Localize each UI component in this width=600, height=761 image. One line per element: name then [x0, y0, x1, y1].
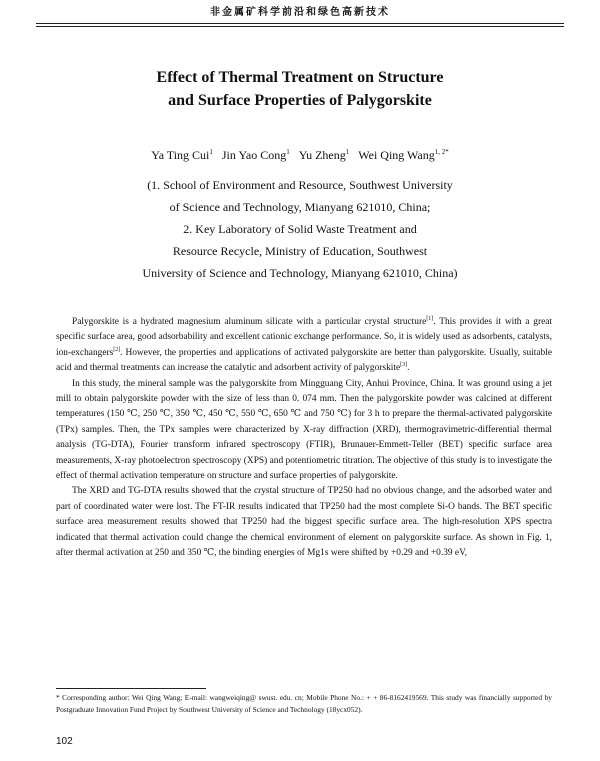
citation-ref: [3] [400, 362, 408, 369]
page-number: 102 [56, 736, 73, 747]
paragraph-3: The XRD and TG-DTA results showed that the crystal structure of TP250 had no obvious change, and the adsorbed water and part of coordinated water were lost. The FT-IR results indicated that TP250 had the most complete Si-O bands. The BET specific surface area measurement results showed that TP250 had the biggest specific surface area. The high-resolution XPS spectra indicated that thermal activation could change the chemical environment of element on palygorskite surface. As shown in Fig. 1, after thermal activation at 250 and 350 ℃, the binding energies of Mg1s were shifted by +0.29 and +0.39 eV, [56, 486, 552, 559]
affiliation-line: (1. School of Environment and Resource, Southwest University [147, 178, 453, 192]
title-line-2: and Surface Properties of Palygorskite [168, 92, 432, 109]
citation-ref: [2] [113, 346, 121, 353]
paragraph-text: . This provides it with a great specific surface area, good adsorbability and excellent cationic exchange performance. So, it is widely used as adsorbents, catalysts, ion-exchangers [56, 317, 552, 358]
affiliation-line: Resource Recycle, Ministry of Education, Southwest [172, 244, 428, 258]
paragraph-text: . [407, 363, 410, 374]
running-header: 非金属矿科学前沿和绿色高新技术 [36, 6, 564, 24]
author-affiliation-mark: 1, 2* [434, 148, 449, 156]
author-list [40, 148, 560, 163]
abstract-body [56, 315, 552, 562]
affiliation-line: of Science and Technology, Mianyang 621010, China; [169, 200, 431, 214]
paragraph-text: Palygorskite is a hydrated magnesium aluminum silicate with a particular crystal structure [72, 317, 427, 327]
author-affiliation-mark: 1 [209, 148, 213, 156]
header-rule [36, 26, 564, 27]
affiliations [40, 174, 560, 284]
paper-title [40, 66, 560, 112]
author-affiliation-mark: 1 [345, 148, 350, 156]
author-affiliation-mark: 1 [286, 148, 290, 156]
paragraph-text: . However, the properties and applications of activated palygorskite are better than palygorskite. Usually, suitable acid and thermal treatments can increase the catalytic and adsorbent activity of palygorskite [56, 347, 552, 374]
paragraph-1 [56, 315, 552, 377]
footnote: * Corresponding author: Wei Qing Wang; E-mail: wangweiqing@ swust. edu. cn; Mobile Phone No.: + + 86-8162419569. This study was financially supported by Postgraduate Innovation Fund Project by Southwest University of Science and Technology (18ycx052). [56, 693, 552, 714]
author-name: Yu Zheng [298, 148, 346, 162]
paragraph-2: In this study, the mineral sample was the palygorskite from Mingguang City, Anhui Province, China. It was ground using a jet mill to obtain palygorskite powder with the size of less than 0. 074 mm. Then the palygorskite powder was calcined at different temperatures (150 ℃, 250 ℃, 350 ℃, 450 ℃, 550 ℃, 650 ℃ and 750 ℃) for 3 h to prepare the thermal-activated palygorskite (TPx) samples. Then, the TPx samples were characterized by X-ray diffraction (XRD), thermogravimetric-differential thermal analysis (TG-DTA), Fourier transform infrared spectroscopy (FTIR), Brunauer-Emmett-Teller (BET) specific surface area measurements, X-ray photoelectron spectroscopy (XPS) and potentiometric titration. The objective of this study is to investigate the effect of thermal activation temperature on structure and surface properties of palygorskite. [56, 378, 552, 482]
author-name: Wei Qing Wang [358, 148, 435, 162]
author-name: Jin Yao Cong [221, 148, 287, 162]
footnote-rule [56, 688, 206, 689]
affiliation-line: University of Science and Technology, Mianyang 621010, China) [142, 266, 458, 280]
citation-ref: [1] [426, 316, 434, 322]
title-line-1: Effect of Thermal Treatment on Structure [156, 69, 444, 86]
affiliation-line: 2. Key Laboratory of Solid Waste Treatment and [183, 222, 417, 236]
author-name: Ya Ting Cui [151, 148, 210, 162]
